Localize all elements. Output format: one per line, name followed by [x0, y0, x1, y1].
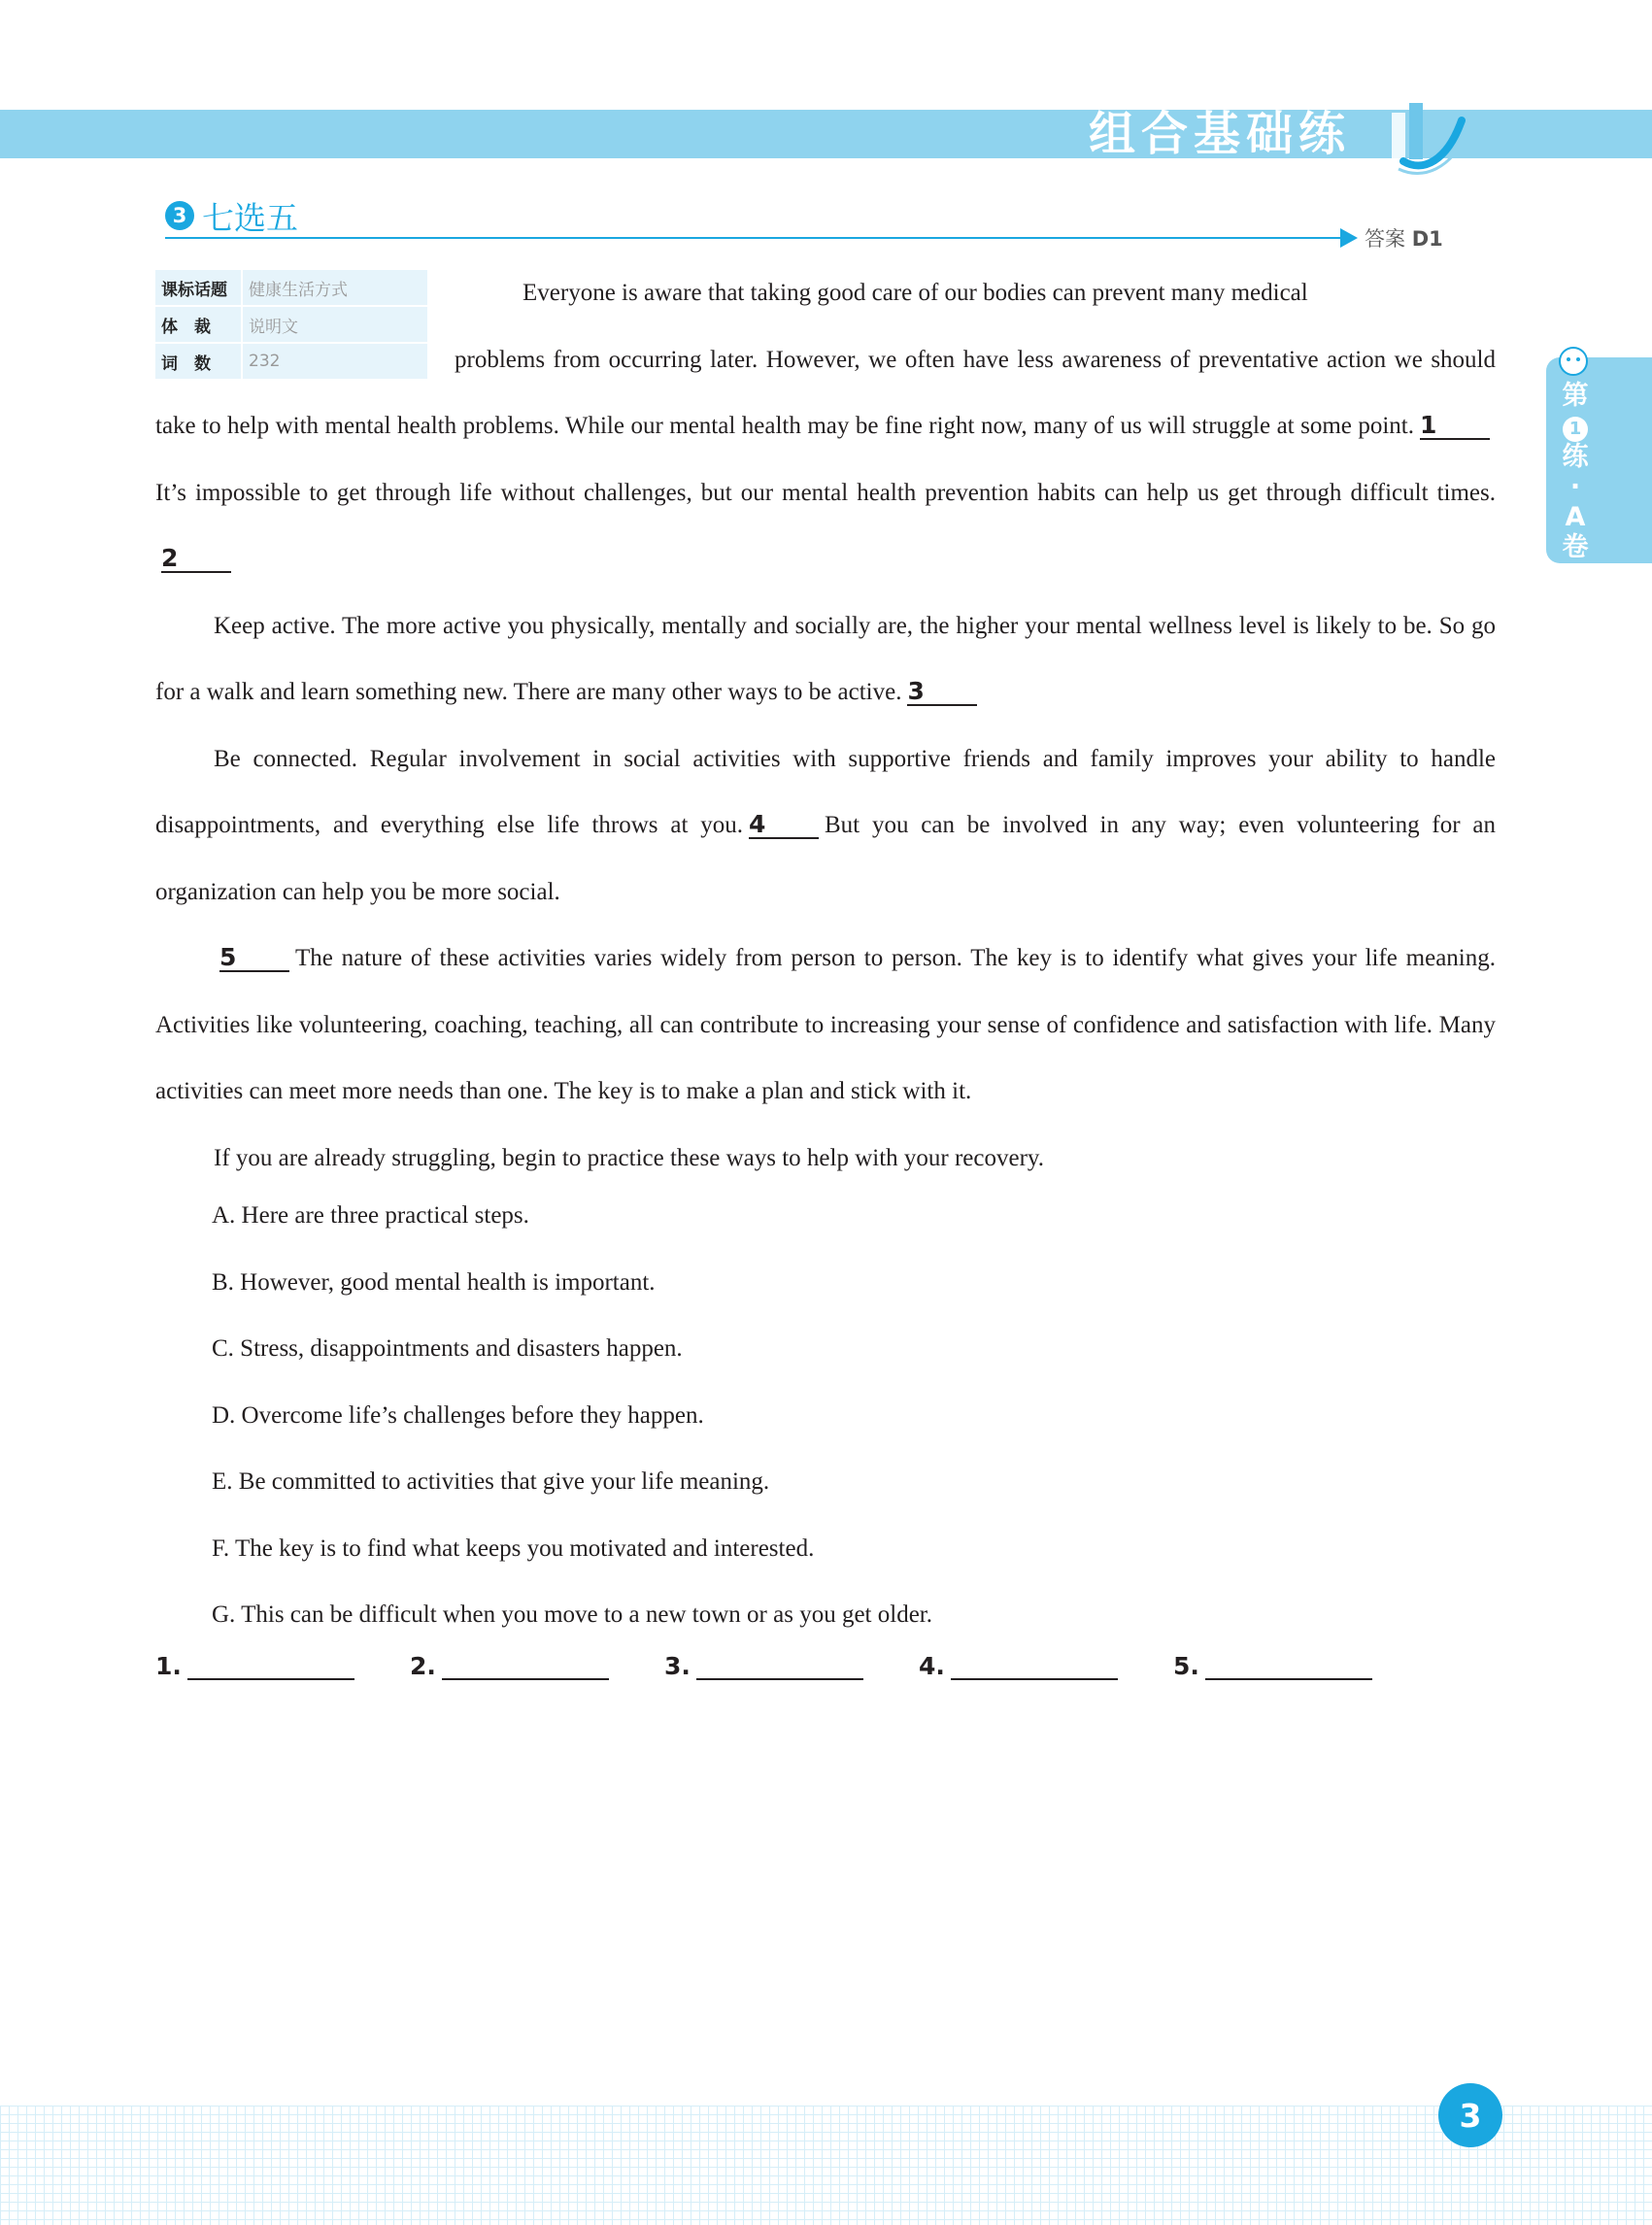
- answer-ref-label: 答案: [1365, 227, 1405, 251]
- answer-line[interactable]: [1205, 1651, 1372, 1680]
- option-a: A. Here are three practical steps.: [212, 1202, 529, 1229]
- footer-grid: [0, 2106, 1652, 2225]
- side-char: 卷: [1562, 532, 1589, 562]
- blank-2[interactable]: 2: [161, 546, 231, 573]
- answer-slot-label: 3.: [664, 1652, 691, 1680]
- passage: [155, 260, 1496, 1192]
- answer-slot[interactable]: [410, 1651, 664, 1680]
- answer-slot[interactable]: [664, 1651, 919, 1680]
- answer-slot[interactable]: [1173, 1651, 1428, 1680]
- answer-slot-label: 2.: [410, 1652, 436, 1680]
- answer-slot-label: 4.: [919, 1652, 945, 1680]
- options-list: [212, 1183, 932, 1649]
- option-c: C. Stress, disappointments and disasters happen.: [212, 1335, 683, 1362]
- side-tab-label: [1559, 381, 1592, 562]
- answer-slot[interactable]: [155, 1651, 410, 1680]
- side-char: 第: [1562, 381, 1589, 411]
- blank-1[interactable]: 1: [1420, 413, 1490, 440]
- paragraph-5: If you are already struggling, begin to practice these ways to help with your recovery.: [214, 1144, 1045, 1171]
- info-key: 体 裁: [155, 306, 242, 343]
- info-key: 课标话题: [155, 270, 242, 306]
- option-b: B. However, good mental health is important.: [212, 1268, 656, 1296]
- info-value: 健康生活方式: [242, 270, 427, 306]
- info-value: 232: [242, 343, 427, 380]
- option-d: D. Overcome life’s challenges before they happen.: [212, 1401, 704, 1429]
- header-title: 组合基础练: [1088, 107, 1351, 161]
- paragraph-1: [155, 327, 1496, 593]
- arrow-right-icon: [1340, 228, 1358, 248]
- answer-row: [155, 1651, 1428, 1680]
- blank-4[interactable]: 4: [749, 812, 819, 839]
- mascot-icon: [1552, 342, 1595, 381]
- answer-ref-code: D1: [1411, 227, 1443, 251]
- paragraph-1-line-1: Everyone is aware that taking good care of our bodies can prevent many medical: [523, 280, 1308, 306]
- section-divider: [165, 237, 1340, 239]
- option-g: G. This can be difficult when you move to a new town or as you get older.: [212, 1601, 932, 1628]
- answer-reference: [1365, 223, 1443, 253]
- option-f: F. The key is to find what keeps you motivated and interested.: [212, 1534, 815, 1562]
- book-logo-icon: [1384, 93, 1471, 181]
- answer-line[interactable]: [696, 1651, 863, 1680]
- blank-5[interactable]: 5: [219, 945, 289, 972]
- section-number: 3: [165, 201, 194, 230]
- side-char: 练: [1562, 442, 1589, 472]
- paragraph-1-text-b: It’s impossible to get through life without challenges, but our mental health prevention habits can help us get through difficult times.: [155, 479, 1496, 506]
- answer-line[interactable]: [951, 1651, 1118, 1680]
- answer-line[interactable]: [442, 1651, 609, 1680]
- side-char: A: [1565, 502, 1586, 532]
- answer-slot-label: 5.: [1173, 1652, 1199, 1680]
- paragraph-1-text: problems from occurring later. However, we often have less awareness of preventative action we should take to help with mental health problems. While our mental health may be fine right now, many of us will struggle at some point.: [155, 346, 1496, 439]
- info-value: 说明文: [242, 306, 427, 343]
- paragraph-3: Be connected. Regular involvement in social activities with supportive friends and family improves your ability to handle disappointments, and everything else life throws at you. 4 But you can be involved in any way; even volunteering for an organization can help you be more social.: [155, 745, 1496, 905]
- answer-slot[interactable]: [919, 1651, 1173, 1680]
- section-header: [165, 194, 298, 237]
- section-title: 七选五: [202, 198, 298, 237]
- side-char: ·: [1569, 472, 1581, 502]
- page-number: 3: [1438, 2083, 1502, 2147]
- paragraph-2: Keep active. The more active you physically, mentally and socially are, the higher your mental wellness level is likely to be. So go for a walk and learn something new. There are many other ways to be active. 3: [155, 612, 1496, 705]
- answer-slot-label: 1.: [155, 1652, 182, 1680]
- info-key: 词 数: [155, 343, 242, 380]
- answer-line[interactable]: [187, 1651, 354, 1680]
- side-char-number: 1: [1563, 417, 1588, 442]
- blank-3[interactable]: 3: [907, 679, 977, 706]
- paragraph-4: 5 The nature of these activities varies widely from person to person. The key is to identify what gives your life meaning. Activities like volunteering, coaching, teaching, all can contribute to increasing your sense of confidence and satisfaction with life. Many activities can meet more needs than one. The key is to make a plan and stick with it.: [155, 943, 1496, 1104]
- option-e: E. Be committed to activities that give your life meaning.: [212, 1468, 770, 1495]
